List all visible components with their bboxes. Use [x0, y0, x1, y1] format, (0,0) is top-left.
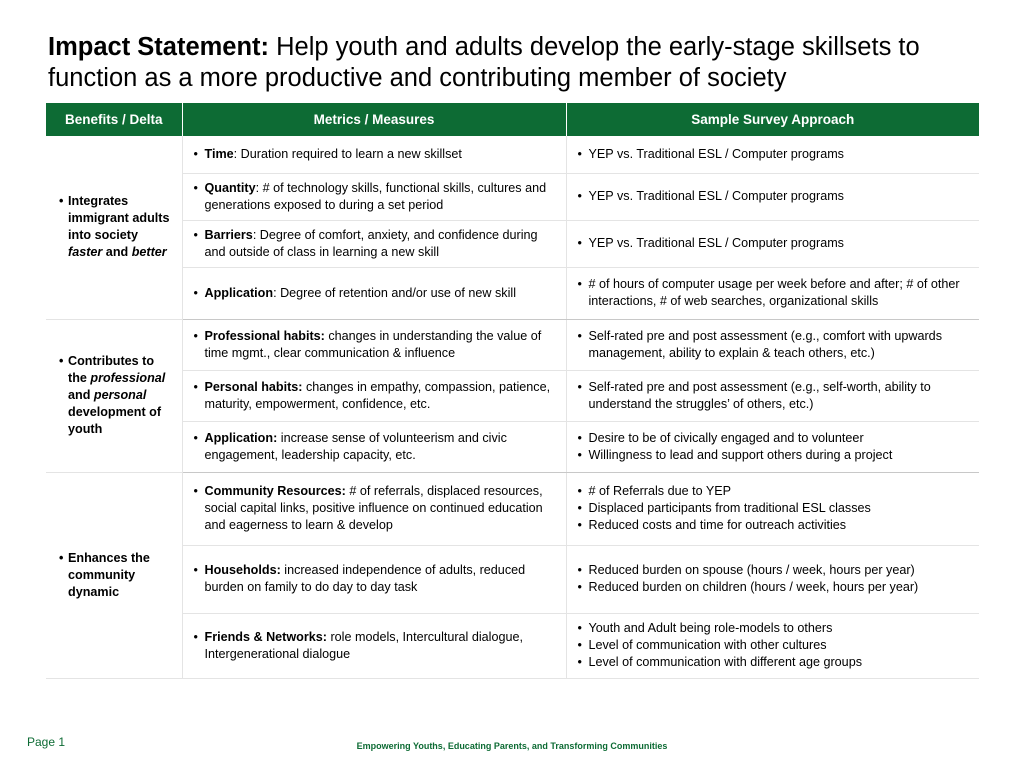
table-row	[46, 220, 979, 267]
metric-cell: • Quantity: # of technology skills, functional skills, cultures and generations exposed to during a set period	[182, 173, 566, 220]
benefit-item: • Integrates immigrant adults into society faster and better	[56, 193, 172, 261]
table-row	[46, 267, 979, 319]
benefit-item: • Contributes to the professional and personal development of youth	[56, 353, 172, 438]
table-row	[46, 136, 979, 173]
page-number: Page 1	[27, 735, 66, 749]
metric-cell: • Barriers: Degree of comfort, anxiety, and confidence during and outside of class in learning a new skill	[182, 220, 566, 267]
table-row	[46, 613, 979, 678]
metric-cell: • Professional habits: changes in understanding the value of time mgmt., clear communication & influence	[182, 319, 566, 370]
metric-cell: • Application: increase sense of volunteerism and civic engagement, leadership capacity, etc.	[182, 421, 566, 472]
survey-cell: • YEP vs. Traditional ESL / Computer programs	[566, 136, 979, 173]
header-benefits: Benefits / Delta	[46, 103, 182, 136]
table-row	[46, 319, 979, 370]
survey-cell: • # of Referrals due to YEP • Displaced participants from traditional ESL classes • Reduced costs and time for outreach activities	[566, 472, 979, 545]
survey-cell: • YEP vs. Traditional ESL / Computer programs	[566, 173, 979, 220]
metric-cell: • Personal habits: changes in empathy, compassion, patience, maturity, empowerment, confidence, etc.	[182, 370, 566, 421]
table-row	[46, 173, 979, 220]
table-row	[46, 545, 979, 613]
title-bold: Impact Statement:	[48, 33, 270, 61]
table-row	[46, 472, 979, 545]
survey-cell: • Desire to be of civically engaged and to volunteer • Willingness to lead and support others during a project	[566, 421, 979, 472]
benefit-cell	[46, 136, 182, 319]
survey-cell: • # of hours of computer usage per week before and after; # of other interactions, # of web searches, organizational skills	[566, 267, 979, 319]
survey-cell: • Reduced burden on spouse (hours / week, hours per year) • Reduced burden on children (hours / week, hours per year)	[566, 545, 979, 613]
title-text: Help youth and adults develop the early-stage skillsets to function as a more productive and contributing member of society	[48, 33, 920, 92]
table-row	[46, 421, 979, 472]
impact-table	[46, 103, 979, 679]
footer-tagline: Empowering Youths, Educating Parents, and Transforming Communities	[356, 741, 668, 751]
header-survey: Sample Survey Approach	[566, 103, 979, 136]
survey-cell: • Self-rated pre and post assessment (e.g., comfort with upwards management, ability to explain & teach others, etc.)	[566, 319, 979, 370]
metric-cell: • Households: increased independence of adults, reduced burden on family to do day to day task	[182, 545, 566, 613]
table-header-row	[46, 103, 979, 136]
benefit-cell	[46, 319, 182, 472]
table-row	[46, 370, 979, 421]
header-metrics: Metrics / Measures	[182, 103, 566, 136]
benefit-cell	[46, 472, 182, 678]
metric-cell: • Time: Duration required to learn a new skillset	[182, 136, 566, 173]
metric-cell: • Friends & Networks: role models, Intercultural dialogue, Intergenerational dialogue	[182, 613, 566, 678]
survey-cell: • Self-rated pre and post assessment (e.g., self-worth, ability to understand the struggles’ of others, etc.)	[566, 370, 979, 421]
survey-cell: • YEP vs. Traditional ESL / Computer programs	[566, 220, 979, 267]
survey-cell: • Youth and Adult being role-models to others • Level of communication with other cultures • Level of communication with different age groups	[566, 613, 979, 678]
metric-cell: • Community Resources: # of referrals, displaced resources, social capital links, positive influence on continued education and eagerness to learn & develop	[182, 472, 566, 545]
page-title	[48, 32, 988, 94]
benefit-item: • Enhances the community dynamic	[56, 550, 172, 601]
metric-cell: • Application: Degree of retention and/or use of new skill	[182, 267, 566, 319]
